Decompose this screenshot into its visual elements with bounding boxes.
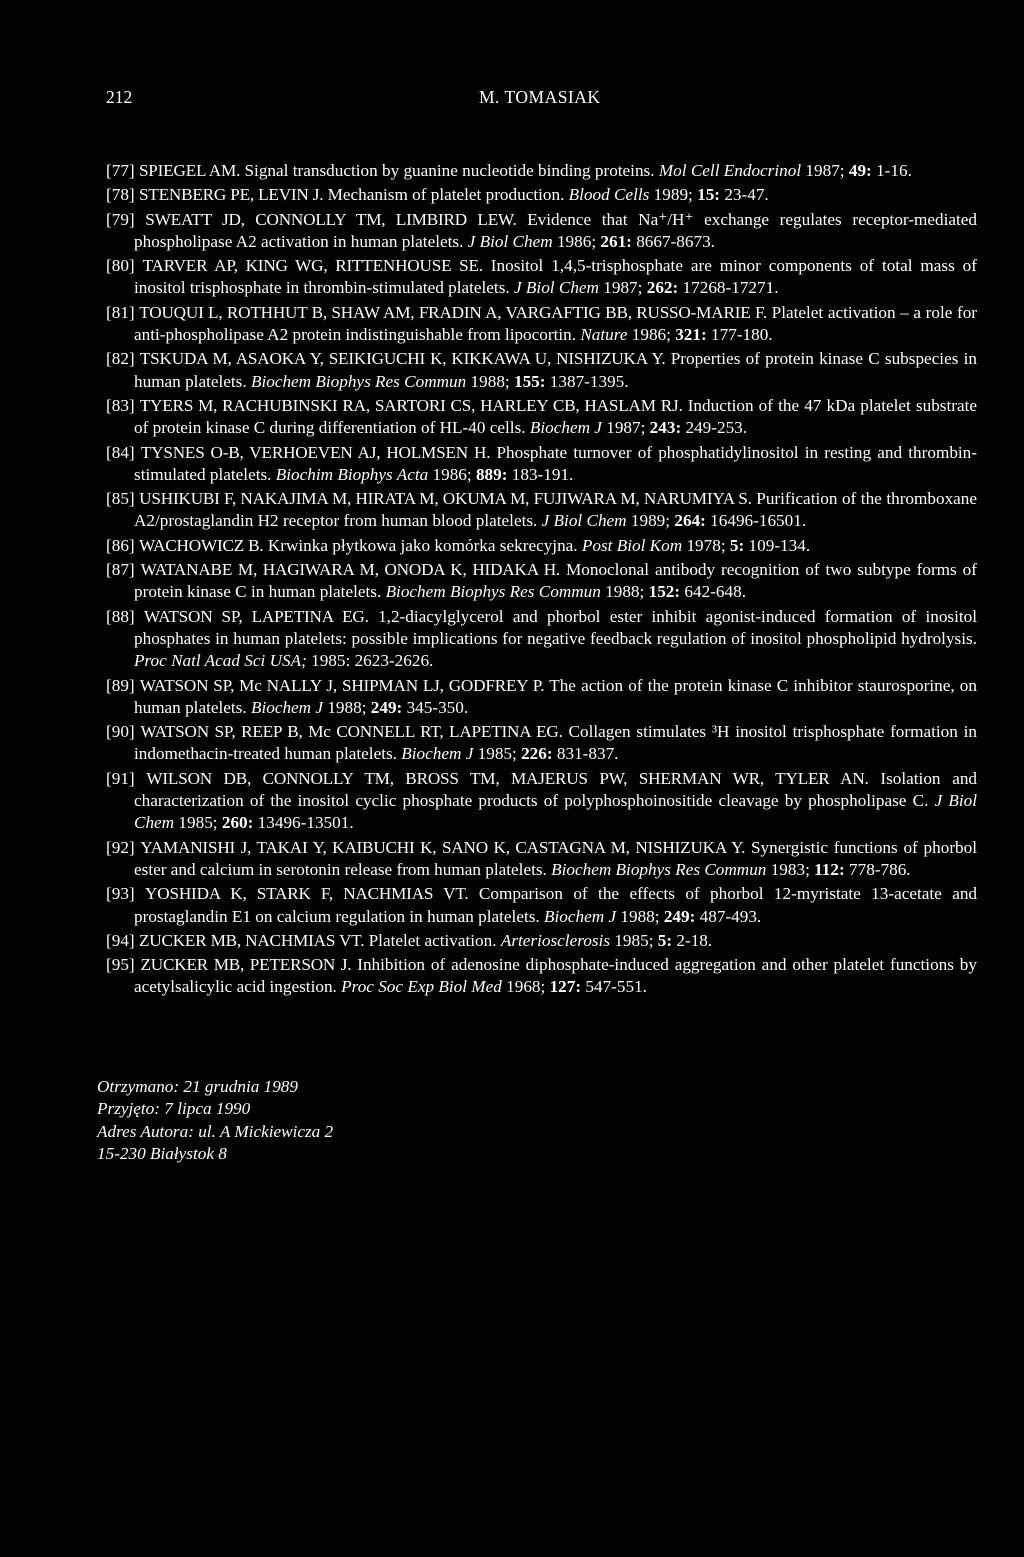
reference-authors: YAMANISHI J, TAKAI Y, KAIBUCHI K, SANO K, CASTAGNA M, NISHIZUKA Y. [140, 837, 746, 857]
reference-title: Platelet activation. [368, 930, 497, 950]
reference-title: Isolation and characterization of the inositol cyclic phosphate products of polyphosphoinositide cleavage by phospholipase C. [134, 768, 978, 811]
reference-number: [93] [106, 884, 135, 904]
reference-year: 1987; [805, 161, 845, 180]
reference-number: [78] [106, 185, 135, 205]
reference-authors: TSKUDA M, ASAOKA Y, SEIKIGUCHI K, KIKKAWA U, NISHIZUKA Y. [139, 349, 666, 369]
reference-volume: 243: [649, 418, 682, 438]
reference-pages: 345-350. [406, 697, 469, 717]
reference-title: Purification of the thromboxane A2/prostaglandin H2 receptor from human blood platelets. [134, 489, 978, 531]
reference-pages: 109-134. [748, 535, 811, 555]
reference-authors: SWEATT JD, CONNOLLY TM, LIMBIRD LEW. [145, 209, 517, 229]
reference-number: [82] [106, 349, 135, 369]
reference-year: 1988; [470, 371, 510, 391]
reference-journal: Biochem J [250, 697, 324, 717]
reference-entry [106, 535, 977, 557]
reference-entry [106, 721, 977, 766]
reference-authors: ZUCKER MB, PETERSON J. [140, 955, 352, 975]
reference-volume: 127: [549, 977, 582, 997]
reference-entry [106, 954, 977, 999]
reference-pages: 23-47. [724, 185, 769, 205]
reference-pages: 2-18. [676, 930, 713, 950]
reference-title: Krwinka płytkowa jako komórka sekrecyjna. [267, 535, 578, 555]
reference-volume: 261: [600, 231, 632, 251]
reference-pages: 16496-16501. [710, 511, 807, 531]
reference-year: 1988; [327, 697, 367, 717]
reference-title: Inhibition of adenosine diphosphate-induced aggregation and other platelet functions by acetylsalicylic acid ingestion. [134, 955, 977, 997]
reference-journal: Proc Soc Exp Biol Med [341, 977, 502, 997]
reference-year: 1989; [653, 185, 693, 205]
reference-pages: 17268-17271. [682, 278, 779, 298]
reference-pages: 183-191. [511, 464, 574, 484]
reference-journal: Biochem J [544, 906, 617, 926]
reference-year: 1985; [614, 930, 654, 950]
reference-pages: 177-180. [711, 325, 773, 345]
reference-authors: TOUQUI L, ROTHHUT B, SHAW AM, FRADIN A, VARGAFTIG BB, RUSSO-MARIE F. [139, 302, 768, 322]
reference-journal: Blood Cells [568, 185, 650, 205]
reference-volume: 321: [675, 325, 707, 345]
reference-list [106, 160, 977, 1001]
reference-pages: 2623-2626. [354, 651, 434, 671]
reference-title: Collagen stimulates ³H inositol trisphosphate formation in indomethacin-treated human platelets. [134, 722, 978, 764]
reference-title: Inositol 1,4,5-trisphosphate are minor components of total mass of inositol trisphosphate in thrombin-stimulated platelets. [134, 256, 978, 298]
reference-journal: J Biol Chem [514, 278, 599, 298]
reference-entry [106, 606, 977, 673]
running-head-author: M. TOMASIAK [479, 87, 601, 107]
reference-number: [81] [106, 302, 135, 322]
reference-number: [80] [106, 256, 135, 276]
reference-entry [106, 559, 977, 604]
reference-year: 1988; [605, 582, 645, 602]
reference-entry [106, 675, 977, 720]
reference-year: 1987; [603, 278, 643, 298]
reference-volume: 15: [697, 185, 721, 205]
reference-pages: 831-837. [556, 744, 619, 764]
reference-authors: SPIEGEL AM. [138, 161, 241, 180]
reference-pages: 642-648. [684, 582, 746, 602]
reference-number: [95] [106, 955, 135, 975]
reference-number: [77] [106, 161, 135, 180]
reference-number: [83] [106, 395, 135, 415]
reference-title: 1,2-diacylglycerol and phorbol ester inhibit agonist-induced formation of inositol phosphates in human platelets: possible implications for negative feedback regulation of inositol phospholipid hydrolysis. [134, 606, 978, 648]
reference-volume: 5: [729, 535, 745, 555]
reference-title: Synergistic functions of phorbol ester and calcium in serotonin release from human platelets. [134, 837, 978, 879]
reference-journal: Proc Natl Acad Sci USA; [134, 651, 307, 671]
reference-volume: 249: [370, 697, 403, 717]
reference-entry [106, 768, 977, 835]
reference-pages: 547-551. [585, 977, 647, 997]
reference-entry [106, 442, 977, 487]
reference-entry [106, 930, 977, 952]
reference-title: Mechanism of platelet production. [327, 185, 565, 205]
reference-pages: 778-786. [849, 859, 911, 879]
reference-entry [106, 255, 977, 300]
reference-pages: 1-16. [876, 161, 912, 180]
reference-volume: 264: [674, 511, 706, 531]
reference-entry [106, 160, 977, 182]
reference-authors: ZUCKER MB, NACHMIAS VT. [138, 930, 365, 950]
page-header [106, 84, 926, 110]
reference-entry [106, 395, 977, 440]
reference-entry [106, 184, 977, 206]
reference-year: 1968; [506, 977, 546, 997]
page-number: 212 [106, 87, 133, 107]
reference-year: 1989; [630, 511, 671, 531]
reference-authors: WATANABE M, HAGIWARA M, ONODA K, HIDAKA H. [140, 560, 561, 580]
reference-authors: WATSON SP, LAPETINA EG. [143, 606, 369, 626]
reference-authors: WACHOWICZ B. [138, 535, 264, 555]
reference-number: [89] [106, 675, 135, 695]
reference-year: 1987; [606, 418, 646, 438]
reference-authors: USHIKUBI F, NAKAJIMA M, HIRATA M, OKUMA M, FUJIWARA M, NARUMIYA S. [139, 489, 752, 509]
reference-pages: 13496-13501. [257, 813, 354, 833]
reference-entry [106, 883, 977, 928]
reference-pages: 8667-8673. [636, 231, 715, 251]
reference-pages: 249-253. [685, 418, 748, 438]
reference-journal: Biochim Biophys Acta [275, 464, 429, 484]
reference-journal: Arteriosclerosis [500, 930, 611, 950]
reference-number: [90] [106, 722, 135, 742]
reference-volume: 226: [521, 744, 553, 764]
reference-number: [79] [106, 209, 135, 229]
reference-volume: 889: [475, 464, 508, 484]
reference-volume: 249: [663, 906, 696, 926]
reference-number: [86] [106, 535, 135, 555]
reference-number: [92] [106, 837, 135, 857]
reference-authors: WATSON SP, REEP B, Mc CONNELL RT, LAPETINA EG. [140, 722, 563, 742]
reference-journal: J Biol Chem [134, 791, 978, 833]
reference-volume: 152: [648, 582, 681, 602]
reference-title: Platelet activation – a role for anti-phospholipase A2 protein indistinguishable from lipocortin. [134, 302, 978, 345]
reference-journal: Biochem Biophys Res Commun [250, 371, 467, 391]
article-footer [97, 1076, 597, 1165]
reference-number: [85] [106, 489, 135, 509]
reference-volume: 155: [513, 371, 546, 391]
reference-authors: WILSON DB, CONNOLLY TM, BROSS TM, MAJERUS PW, SHERMAN WR, TYLER AN. [146, 768, 869, 788]
reference-title: Monoclonal antibody recognition of two subtype forms of protein kinase C in human platelets. [134, 560, 977, 602]
reference-title: Evidence that Na⁺/H⁺ exchange regulates receptor-mediated phospholipase A2 activation in human platelets. [134, 209, 978, 251]
reference-journal: Post Biol Kom [581, 535, 683, 555]
reference-entry [106, 302, 977, 347]
reference-year: 1985: [311, 651, 351, 671]
reference-pages: 487-493. [699, 906, 762, 926]
reference-volume: 49: [848, 161, 872, 180]
reference-year: 1986; [432, 464, 472, 484]
reference-year: 1985; [178, 813, 218, 833]
reference-number: [87] [106, 560, 135, 580]
reference-year: 1978; [686, 535, 726, 555]
reference-volume: 112: [814, 859, 845, 879]
reference-authors: STENBERG PE, LEVIN J. [138, 185, 324, 205]
accepted-date: Przyjęto: 7 lipca 1990 [97, 1099, 251, 1119]
reference-entry [106, 348, 977, 393]
author-address-line-1: Adres Autora: ul. A Mickiewicza 2 [97, 1121, 334, 1141]
reference-year: 1986; [631, 325, 671, 345]
reference-authors: TYERS M, RACHUBINSKI RA, SARTORI CS, HARLEY CB, HASLAM RJ. [139, 395, 683, 415]
reference-title: The action of the protein kinase C inhibitor staurosporine, on human platelets. [134, 675, 977, 717]
reference-number: [94] [106, 930, 135, 950]
reference-journal: Mol Cell Endocrinol [658, 161, 802, 180]
reference-journal: Nature [580, 325, 628, 345]
reference-number: [84] [106, 442, 135, 462]
reference-number: [88] [106, 606, 135, 626]
reference-year: 1988; [620, 906, 660, 926]
reference-title: Phosphate turnover of phosphatidylinositol in resting and thrombin-stimulated platelets. [134, 442, 978, 484]
reference-volume: 5: [657, 930, 673, 950]
reference-authors: WATSON SP, Mc NALLY J, SHIPMAN LJ, GODFREY P. [139, 675, 545, 695]
reference-journal: Biochem J [401, 744, 474, 764]
reference-journal: Biochem Biophys Res Commun [385, 582, 601, 602]
reference-authors: TARVER AP, KING WG, RITTENHOUSE SE. [142, 256, 483, 276]
reference-journal: J Biol Chem [541, 511, 627, 531]
reference-volume: 260: [221, 813, 254, 833]
reference-entry [106, 837, 977, 882]
reference-title: Properties of protein kinase C subspecies in human platelets. [134, 349, 977, 391]
reference-title: Comparison of the effects of phorbol 12-myristate 13-acetate and prostaglandin E1 on calcium regulation in human platelets. [134, 884, 978, 926]
reference-journal: J Biol Chem [467, 231, 553, 251]
reference-entry [106, 209, 977, 254]
reference-authors: TYSNES O-B, VERHOEVEN AJ, HOLMSEN H. [140, 442, 491, 462]
reference-journal: Biochem J [529, 418, 602, 438]
reference-number: [91] [106, 768, 135, 788]
reference-entry [106, 488, 977, 533]
reference-year: 1986; [556, 231, 597, 251]
reference-year: 1983; [770, 859, 810, 879]
reference-volume: 262: [646, 278, 679, 298]
reference-title: Signal transduction by guanine nucleotide binding proteins. [244, 161, 655, 180]
reference-pages: 1387-1395. [549, 371, 629, 391]
reference-year: 1985; [477, 744, 517, 764]
reference-title: Induction of the 47 kDa platelet substrate of protein kinase C during differentiation of HL-40 cells. [134, 395, 978, 438]
received-date: Otrzymano: 21 grudnia 1989 [97, 1077, 298, 1096]
reference-journal: Biochem Biophys Res Commun [551, 859, 767, 879]
reference-authors: YOSHIDA K, STARK F, NACHMIAS VT. [145, 884, 469, 904]
author-address-line-2: 15-230 Białystok 8 [97, 1143, 227, 1163]
